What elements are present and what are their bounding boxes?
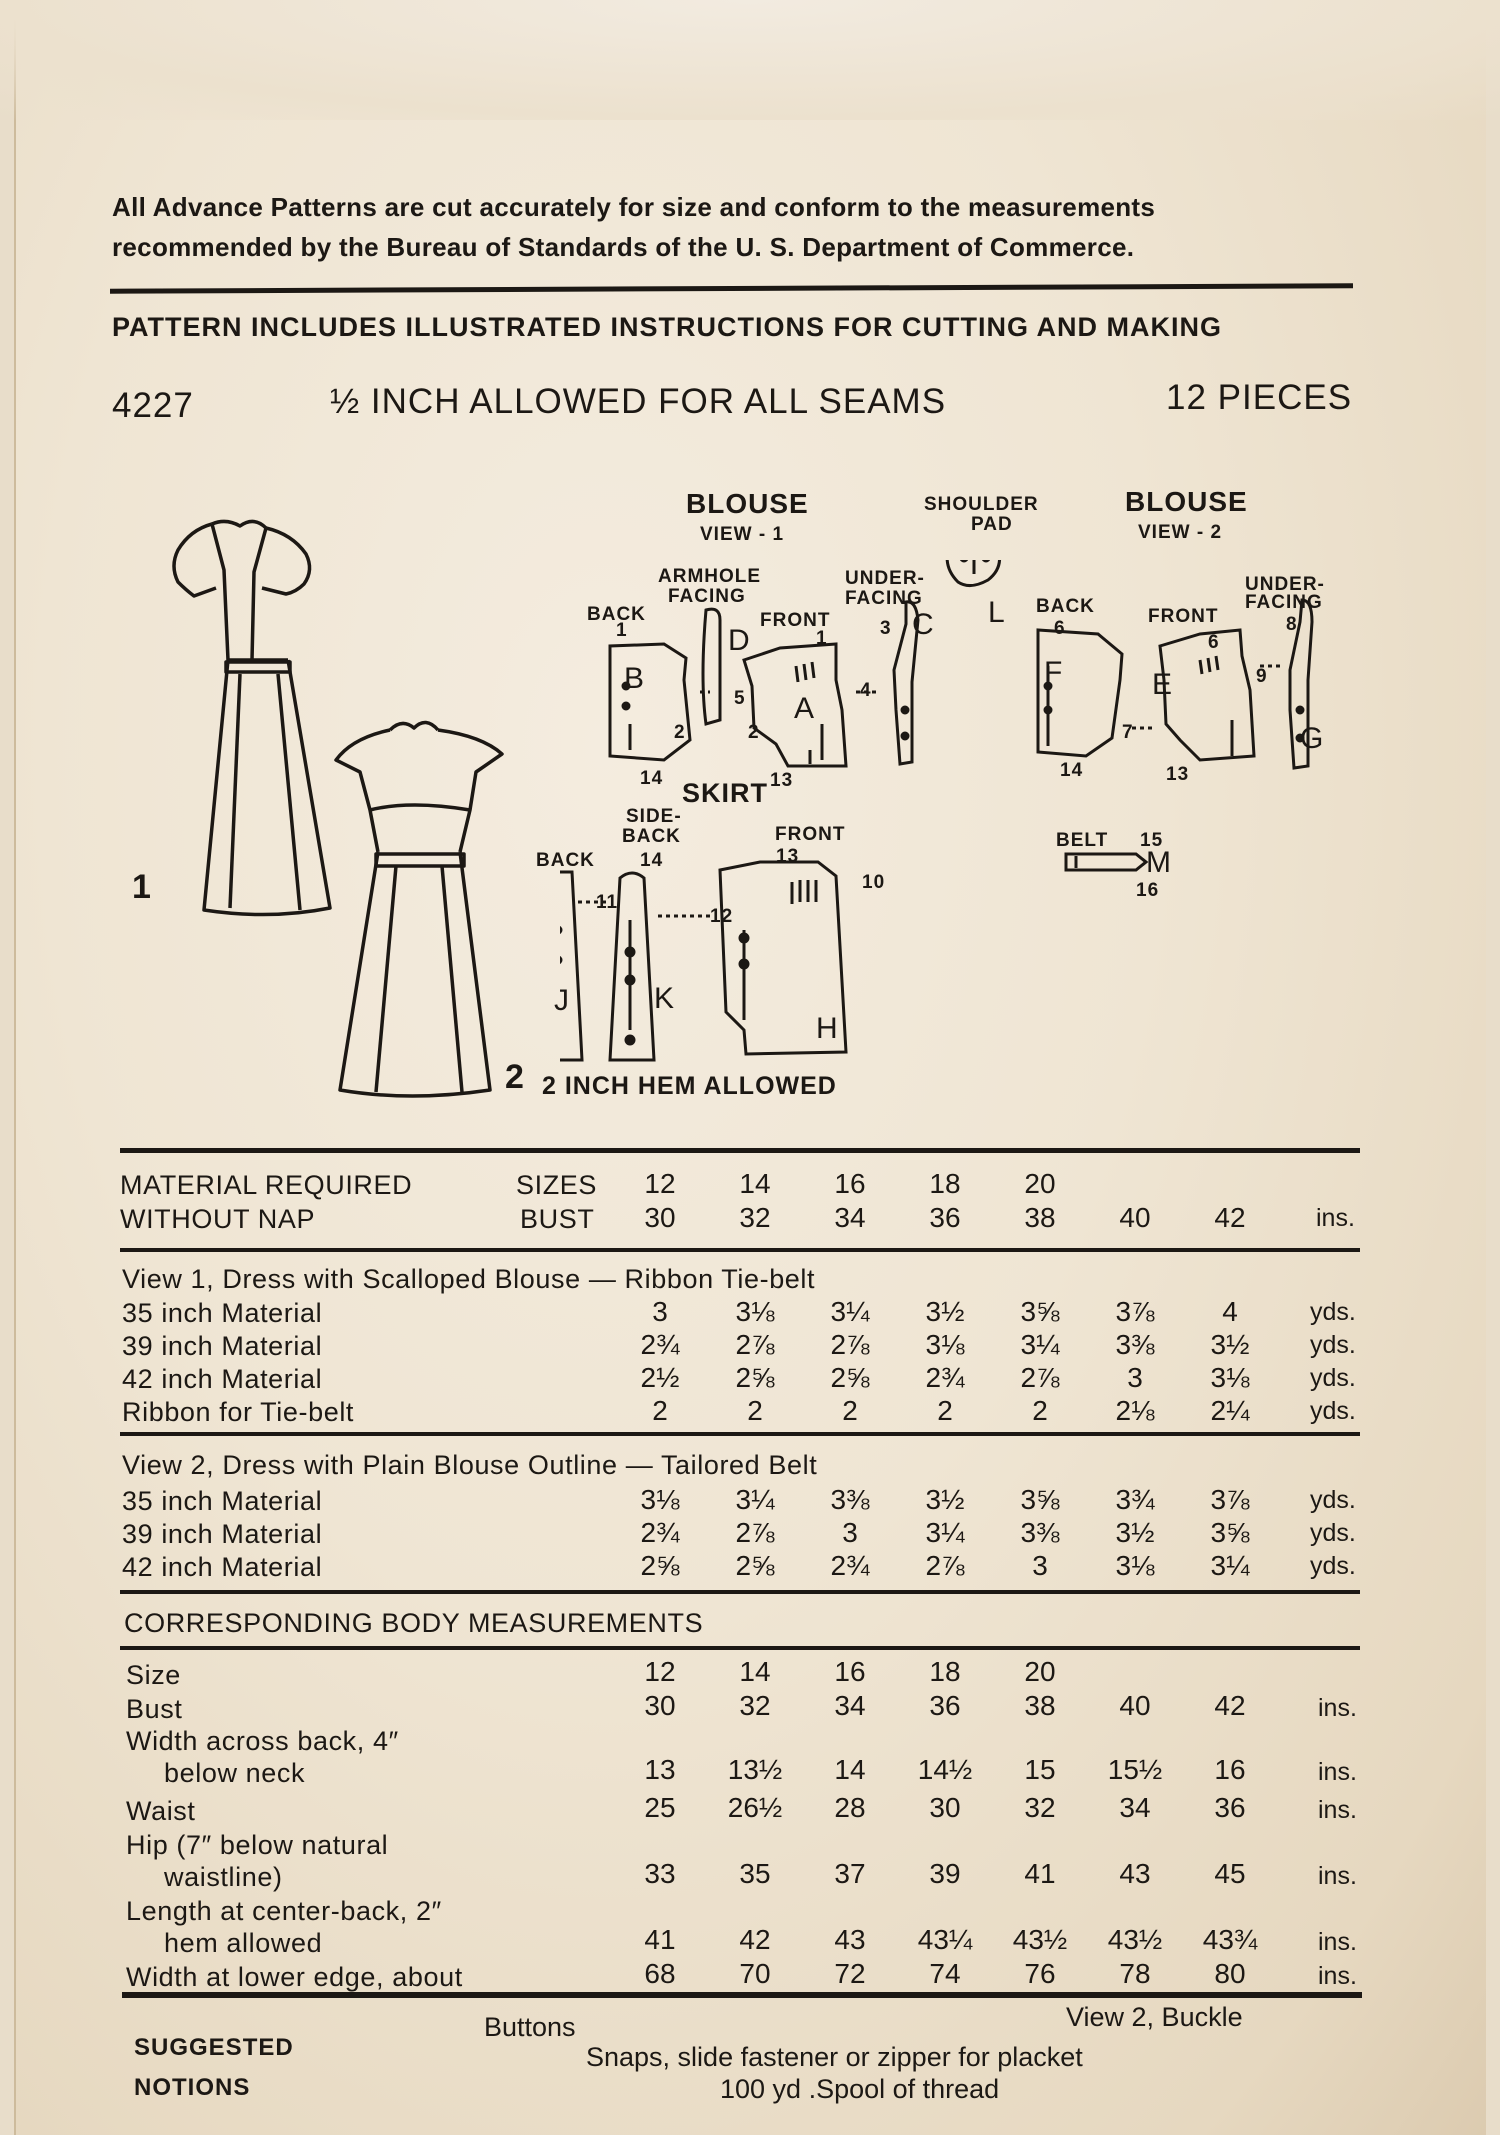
body-cell: 28 [834,1792,866,1823]
table-cell: 3½ [1115,1517,1155,1548]
notion-buckle: View 2, Buckle [1066,2002,1243,2032]
header-line-2: recommended by the Bureau of Standards of the U. S. Department of Commerce. [112,232,1135,262]
letter-d: D [728,624,750,657]
notions-label: NOTIONS [134,2074,251,2101]
table-cell: 3½ [925,1296,965,1327]
material-rule-2 [120,1248,1360,1252]
body-cell: 37 [834,1858,866,1889]
letter-k: K [654,982,675,1015]
bust-38: 38 [1024,1202,1056,1233]
bust-40: 40 [1119,1202,1151,1233]
table-cell: 2⅝ [640,1550,680,1581]
table-cell: 2⅞ [735,1329,775,1360]
row-label: 39 inch Material [122,1331,323,1361]
letter-f: F [1044,656,1063,689]
belt-label: BELT [1056,830,1109,851]
skirt-label: SKIRT [682,778,768,808]
body-cell: 43 [1119,1858,1151,1889]
num-7: 7 [1122,722,1134,743]
body-row-label-continued: below neck [164,1758,306,1788]
num-16: 16 [1136,880,1160,901]
body-row-unit: ins. [1318,1928,1357,1956]
bust-34: 34 [834,1202,866,1233]
notion-buttons: Buttons [484,2012,576,2042]
row-unit: yds. [1310,1519,1356,1547]
body-row-unit: ins. [1318,1862,1357,1890]
body-row-label: Size [126,1660,181,1690]
notion-snaps: Snaps, slide fastener or zipper for placket [586,2042,1083,2072]
body-cell: 32 [739,1690,771,1721]
size-14: 14 [739,1168,771,1199]
blouse-1-title: BLOUSE [686,488,809,519]
table-cell: 3½ [1210,1329,1250,1360]
num-2: 2 [674,722,686,743]
blouse-2-back-label: BACK [1036,596,1095,617]
body-row-label: Width at lower edge, about [126,1962,463,1992]
letter-j: J [554,984,569,1017]
table-cell: 3⅛ [925,1329,965,1360]
body-cell: 15 [1024,1754,1056,1785]
table-cell: 2¾ [640,1517,680,1548]
letter-h: H [816,1012,838,1045]
body-row-label: Waist [126,1796,196,1826]
table-cell: 3⅞ [1210,1484,1250,1515]
table-cell: 2⅛ [1115,1395,1155,1426]
pattern-pieces [560,560,1360,1080]
row-label: 42 inch Material [122,1364,323,1394]
row-unit: yds. [1310,1397,1356,1425]
table-cell: 3 [842,1517,858,1548]
num-13: 13 [770,770,794,791]
table-cell: 4 [1222,1296,1238,1327]
material-ins: ins. [1316,1204,1355,1232]
skirt-back-label: BACK [536,850,595,871]
body-cell: 36 [1214,1792,1246,1823]
table-cell: 2⅞ [830,1329,870,1360]
num-13b: 13 [1166,764,1190,785]
table-cell: 3 [652,1296,668,1327]
body-cell: 68 [644,1958,676,1989]
row-label: 35 inch Material [122,1298,323,1328]
table-cell: 3⅛ [640,1484,680,1515]
body-row-label: Length at center-back, 2″ [126,1896,442,1926]
blouse-2-view: VIEW - 2 [1138,522,1223,543]
table-cell: 3⅜ [830,1484,870,1515]
body-title: CORRESPONDING BODY MEASUREMENTS [124,1608,704,1638]
table-cell: 2 [937,1395,953,1426]
table-cell: 3 [1032,1550,1048,1581]
body-row-unit: ins. [1318,1758,1357,1786]
seam-allowance: ½ INCH ALLOWED FOR ALL SEAMS [330,382,947,421]
letter-e: E [1152,668,1173,701]
table-cell: 2½ [640,1362,680,1393]
num-4: 4 [860,680,872,701]
letter-a: A [794,692,815,725]
row-label: Ribbon for Tie-belt [122,1397,355,1427]
body-row-label-continued: hem allowed [164,1928,323,1958]
piece-m-belt [1066,854,1146,870]
table-cell: 3⅛ [1210,1362,1250,1393]
blouse-1-view: VIEW - 1 [700,524,785,545]
dress-illustrations [130,510,530,1110]
size-12: 12 [644,1168,676,1199]
table-cell: 3⅝ [1210,1517,1250,1548]
body-cell: 12 [644,1656,676,1687]
underfacing-label-2a: UNDER- [1245,574,1325,595]
body-cell: 80 [1214,1958,1246,1989]
body-row-unit: ins. [1318,1694,1357,1722]
underfacing-label-2b: FACING [1245,592,1323,613]
notions-rule [122,1992,1362,1998]
bust-30: 30 [644,1202,676,1233]
body-cell: 40 [1119,1690,1151,1721]
body-row-unit: ins. [1318,1962,1357,1990]
body-row-unit: ins. [1318,1796,1357,1824]
table-cell: 2⅞ [735,1517,775,1548]
table-cell: 3⅛ [735,1296,775,1327]
num-1: 1 [616,620,628,641]
notion-thread: 100 yd .Spool of thread [720,2074,1000,2104]
dress-view-1 [174,521,330,914]
row-unit: yds. [1310,1486,1356,1514]
hem-allowed-label: 2 INCH HEM ALLOWED [542,1072,837,1100]
sizes-label: SIZES [516,1170,598,1200]
underfacing-label-1b: FACING [845,588,923,609]
piece-l-shoulder-pad [947,560,999,586]
letter-m: M [1146,846,1171,879]
table-cell: 3⅜ [1115,1329,1155,1360]
body-cell: 43 [834,1924,866,1955]
shoulder-label: SHOULDER [924,494,1039,515]
num-9: 9 [1256,666,1268,687]
table-cell: 3⅛ [1115,1550,1155,1581]
table-cell: 3¼ [1210,1550,1250,1581]
size-18: 18 [929,1168,961,1199]
letter-c: C [912,608,934,641]
body-cell: 16 [834,1656,866,1687]
body-cell: 72 [834,1958,866,1989]
body-row-label: Width across back, 4″ [126,1726,399,1756]
piece-j-skirt-back [560,872,582,1060]
num-6b: 6 [1208,632,1220,653]
table-cell: 3¾ [1115,1484,1155,1515]
underfacing-label-1a: UNDER- [845,568,925,589]
material-title-1: MATERIAL REQUIRED [120,1170,413,1200]
row-unit: yds. [1310,1331,1356,1359]
table-cell: 2¾ [640,1329,680,1360]
body-cell: 18 [929,1656,961,1687]
view-1-number: 1 [132,868,151,906]
body-cell: 70 [739,1958,771,1989]
body-cell: 43¼ [917,1924,973,1955]
body-cell: 14 [834,1754,866,1785]
header-line-1: All Advance Patterns are cut accurately for size and conform to the measurements [112,192,1156,222]
table-cell: 2⅝ [830,1362,870,1393]
num-5: 5 [734,688,746,709]
body-cell: 30 [644,1690,676,1721]
blouse-2-title: BLOUSE [1125,486,1248,517]
size-16: 16 [834,1168,866,1199]
body-cell: 33 [644,1858,676,1889]
table-cell: 3⅞ [1115,1296,1155,1327]
material-rule-3 [120,1432,1360,1436]
letter-b: B [624,662,645,695]
table-cell: 3¼ [925,1517,965,1548]
bust-36: 36 [929,1202,961,1233]
bust-42: 42 [1214,1202,1246,1233]
body-row-label: Bust [126,1694,183,1724]
row-unit: yds. [1310,1298,1356,1326]
table-cell: 2¾ [925,1362,965,1393]
body-cell: 26½ [727,1792,783,1823]
body-row-label-continued: waistline) [164,1862,283,1892]
material-rule-4 [120,1590,1360,1594]
size-20: 20 [1024,1168,1056,1199]
table-cell: 2 [652,1395,668,1426]
suggested-label: SUGGESTED [134,2034,294,2061]
num-14c: 14 [640,850,664,871]
num-14: 14 [640,768,664,789]
table-cell: 2 [842,1395,858,1426]
bust-32: 32 [739,1202,771,1233]
piece-e-blouse-front [1160,630,1254,760]
body-cell: 32 [1024,1792,1056,1823]
includes-text: PATTERN INCLUDES ILLUSTRATED INSTRUCTIONS FOR CUTTING AND MAKING [112,312,1222,342]
body-cell: 74 [929,1958,961,1989]
body-cell: 43¾ [1202,1924,1258,1955]
num-14b: 14 [1060,760,1084,781]
side-label: SIDE- [626,806,682,827]
table-cell: 2 [747,1395,763,1426]
table-cell: 2¼ [1210,1395,1250,1426]
table-cell: 3⅝ [1020,1484,1060,1515]
body-cell: 41 [1024,1858,1056,1889]
body-cell: 36 [929,1690,961,1721]
table-cell: 2⅞ [1020,1362,1060,1393]
table-cell: 3¼ [735,1484,775,1515]
row-label: 42 inch Material [122,1552,323,1582]
body-cell: 41 [644,1924,676,1955]
body-cell: 43½ [1107,1924,1163,1955]
armhole-facing-label: FACING [668,586,746,607]
body-cell: 34 [834,1690,866,1721]
notch-marks [578,666,1284,916]
body-cell: 20 [1024,1656,1056,1687]
num-1b: 1 [816,628,828,649]
body-cell: 30 [929,1792,961,1823]
body-cell: 14½ [917,1754,973,1785]
body-cell: 45 [1214,1858,1246,1889]
view2-title: View 2, Dress with Plain Blouse Outline — Tailored Belt [122,1450,818,1480]
table-cell: 3 [1127,1362,1143,1393]
table-cell: 2⅞ [925,1550,965,1581]
table-cell: 2⅝ [735,1362,775,1393]
table-cell: 2 [1032,1395,1048,1426]
body-cell: 78 [1119,1958,1151,1989]
pattern-number: 4227 [112,386,194,425]
row-label: 35 inch Material [122,1486,323,1516]
bust-label: BUST [520,1204,595,1234]
row-label: 39 inch Material [122,1519,323,1549]
body-cell: 14 [739,1656,771,1687]
body-cell: 42 [739,1924,771,1955]
num-3: 3 [880,618,892,639]
num-2b: 2 [748,722,760,743]
piece-d-armhole-facing [703,609,720,724]
num-11: 11 [596,892,619,913]
table-cell: 2¾ [830,1550,870,1581]
table-cell: 3⅜ [1020,1517,1060,1548]
body-cell: 76 [1024,1958,1056,1989]
num-13c: 13 [776,846,800,867]
view-2-number: 2 [505,1058,524,1096]
blouse-1-front-label: FRONT [760,610,831,631]
body-cell: 39 [929,1858,961,1889]
pieces-count: 12 PIECES [1166,378,1353,417]
armhole-label: ARMHOLE [658,566,762,587]
body-cell: 13 [644,1754,676,1785]
envelope-flap [0,0,1500,120]
table-cell: 3¼ [1020,1329,1060,1360]
side-back-label: BACK [622,826,681,847]
table-cell: 3¼ [830,1296,870,1327]
view1-title: View 1, Dress with Scalloped Blouse — Ribbon Tie-belt [122,1264,816,1294]
material-rule-top [120,1148,1360,1153]
skirt-front-label: FRONT [775,824,846,845]
table-cell: 3½ [925,1484,965,1515]
row-unit: yds. [1310,1364,1356,1392]
body-cell: 34 [1119,1792,1151,1823]
row-unit: yds. [1310,1552,1356,1580]
blouse-2-front-label: FRONT [1148,606,1219,627]
body-cell: 16 [1214,1754,1246,1785]
body-cell: 13½ [727,1754,783,1785]
num-15: 15 [1140,830,1164,851]
body-cell: 38 [1024,1690,1056,1721]
body-cell: 43½ [1012,1924,1068,1955]
material-title-2: WITHOUT NAP [120,1204,316,1234]
body-rule [120,1646,1360,1650]
body-cell: 15½ [1107,1754,1163,1785]
num-10: 10 [862,872,886,893]
dress-view-2 [336,722,502,1096]
letter-g: G [1300,722,1324,755]
num-12: 12 [710,906,734,927]
blouse-1-back-label: BACK [587,604,646,625]
body-cell: 25 [644,1792,676,1823]
pad-label: PAD [971,514,1013,535]
num-6: 6 [1054,618,1066,639]
body-row-label: Hip (7″ below natural [126,1830,389,1860]
table-cell: 2⅝ [735,1550,775,1581]
body-cell: 42 [1214,1690,1246,1721]
body-cell: 35 [739,1858,771,1889]
num-8: 8 [1286,614,1298,635]
table-cell: 3⅝ [1020,1296,1060,1327]
letter-l: L [988,596,1005,629]
piece-f-blouse-back [1038,630,1122,756]
